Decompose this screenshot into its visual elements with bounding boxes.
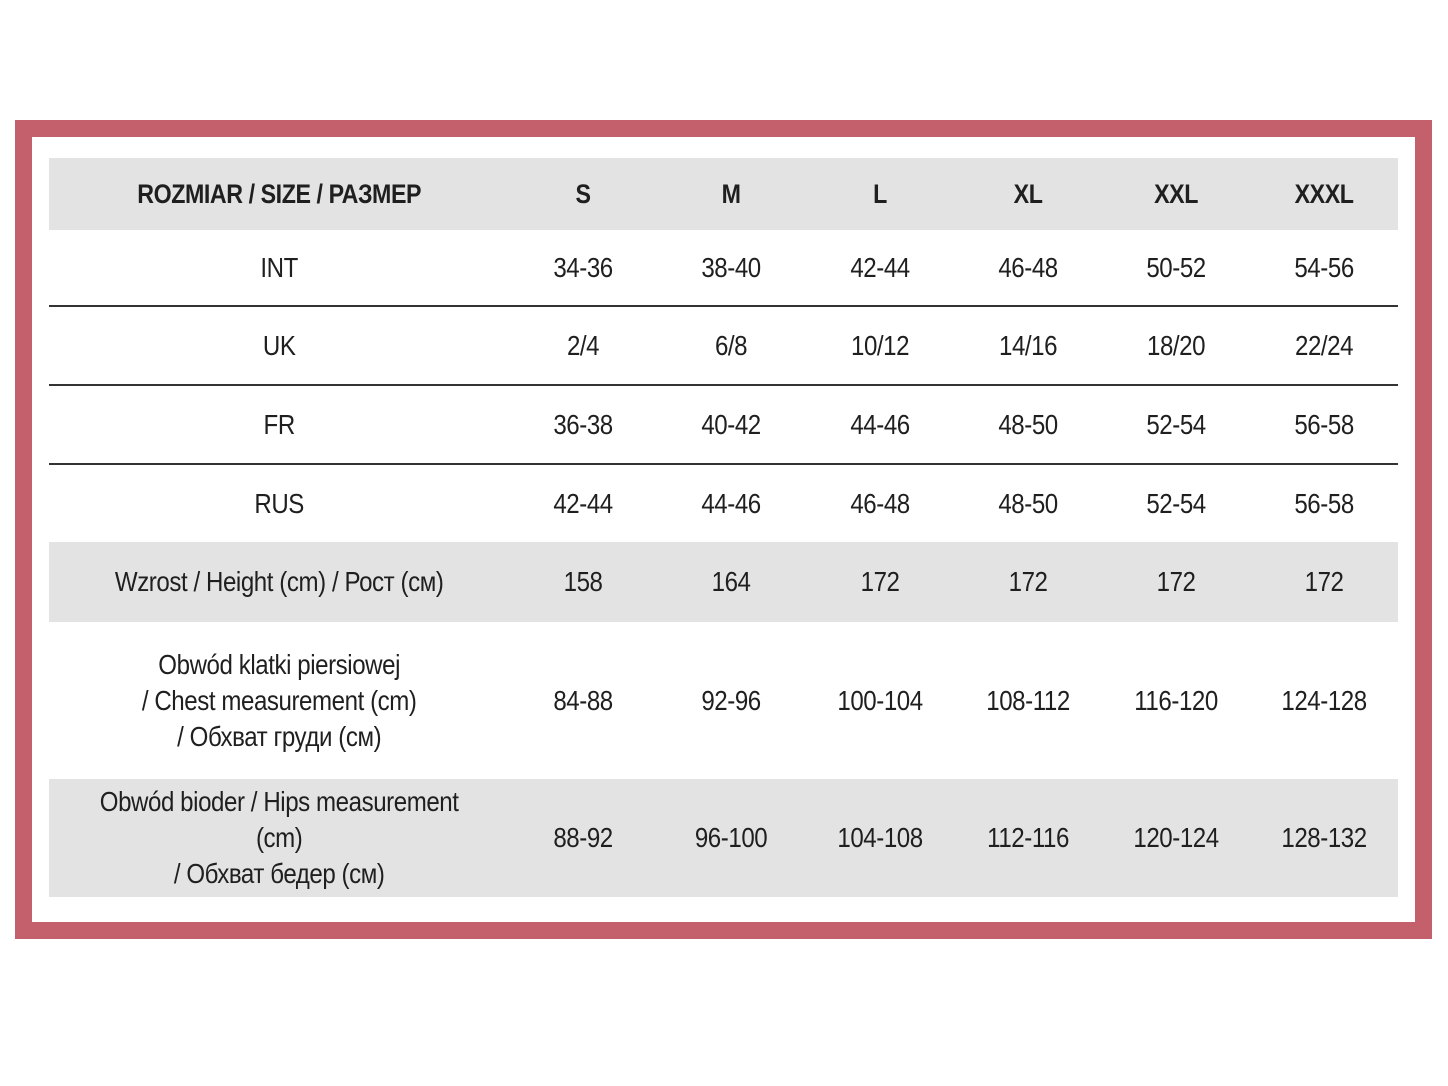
table-cell: 18/20	[1112, 306, 1239, 385]
table-cell: 52-54	[1146, 487, 1206, 519]
table-cell: 50-52	[1112, 230, 1239, 306]
row-label: UK	[81, 306, 477, 385]
table-cell: 6/8	[668, 306, 795, 385]
table-cell: 2/4	[520, 306, 647, 385]
table-row-rus	[49, 464, 1398, 542]
table-row-int	[49, 230, 1398, 306]
table-cell: 34-36	[520, 230, 647, 306]
table-cell: 96-100	[695, 822, 768, 853]
table-cell: 22/24	[1260, 306, 1387, 385]
table-cell: 42-44	[816, 230, 943, 306]
size-header-xl: XL	[1013, 178, 1043, 209]
table-cell: 112-116	[986, 822, 1069, 853]
row-label: FR	[81, 385, 477, 464]
row-label: INT	[81, 230, 477, 306]
table-row-chest	[49, 622, 1398, 779]
table-cell: 124-128	[1281, 684, 1367, 716]
table-cell: 42-44	[553, 487, 614, 519]
table-cell: 14/16	[964, 306, 1091, 385]
table-cell: 164	[712, 566, 751, 597]
table-cell: 10/12	[816, 306, 943, 385]
header-row	[49, 158, 1398, 230]
size-header-l: L	[872, 178, 887, 209]
table-cell: 128-132	[1281, 822, 1367, 853]
table-cell: 104-108	[836, 822, 923, 853]
row-label: RUS	[254, 487, 304, 519]
table-cell: 56-58	[1260, 385, 1387, 464]
size-header-xxl: XXL	[1153, 178, 1198, 209]
table-cell: 88-92	[553, 822, 614, 853]
row-label: Obwód bioder / Hips measurement (cm) / Обхват бедер (см)	[99, 786, 459, 889]
table-cell: 36-38	[520, 385, 647, 464]
table-cell: 48-50	[997, 487, 1058, 519]
table-cell: 92-96	[701, 684, 762, 716]
table-cell: 172	[1156, 566, 1196, 597]
table-cell: 44-46	[701, 487, 762, 519]
table-cell: 172	[1008, 566, 1048, 597]
table-cell: 116-120	[1134, 684, 1218, 716]
table-row-height	[49, 542, 1398, 622]
table-cell: 44-46	[816, 385, 943, 464]
table-cell: 48-50	[964, 385, 1091, 464]
size-header-xxxl: XXXL	[1294, 178, 1354, 209]
size-chart-table	[49, 158, 1398, 897]
table-cell: 100-104	[836, 684, 923, 716]
row-label: Obwód klatki piersiowej / Chest measurement (cm) / Обхват груди (см)	[141, 648, 417, 752]
header-label: ROZMIAR / SIZE / РАЗМЕР	[137, 178, 422, 209]
size-header-s: S	[575, 178, 591, 209]
table-cell: 46-48	[964, 230, 1091, 306]
table-cell: 108-112	[985, 684, 1070, 716]
table-cell: 56-58	[1294, 487, 1354, 519]
row-label: Wzrost / Height (cm) / Рост (см)	[114, 566, 444, 597]
table-cell: 40-42	[668, 385, 795, 464]
table-cell: 172	[860, 566, 900, 597]
table-row-fr	[49, 385, 1398, 464]
table-cell: 52-54	[1112, 385, 1239, 464]
table-cell: 46-48	[849, 487, 910, 519]
table-row-hips	[49, 779, 1398, 897]
table-cell: 158	[563, 566, 603, 597]
table-cell: 172	[1304, 566, 1344, 597]
table-cell: 54-56	[1260, 230, 1387, 306]
table-row-uk	[49, 306, 1398, 385]
table-cell: 84-88	[553, 684, 614, 716]
size-header-m: M	[722, 178, 741, 209]
table-cell: 38-40	[668, 230, 795, 306]
table-cell: 120-124	[1133, 822, 1219, 853]
